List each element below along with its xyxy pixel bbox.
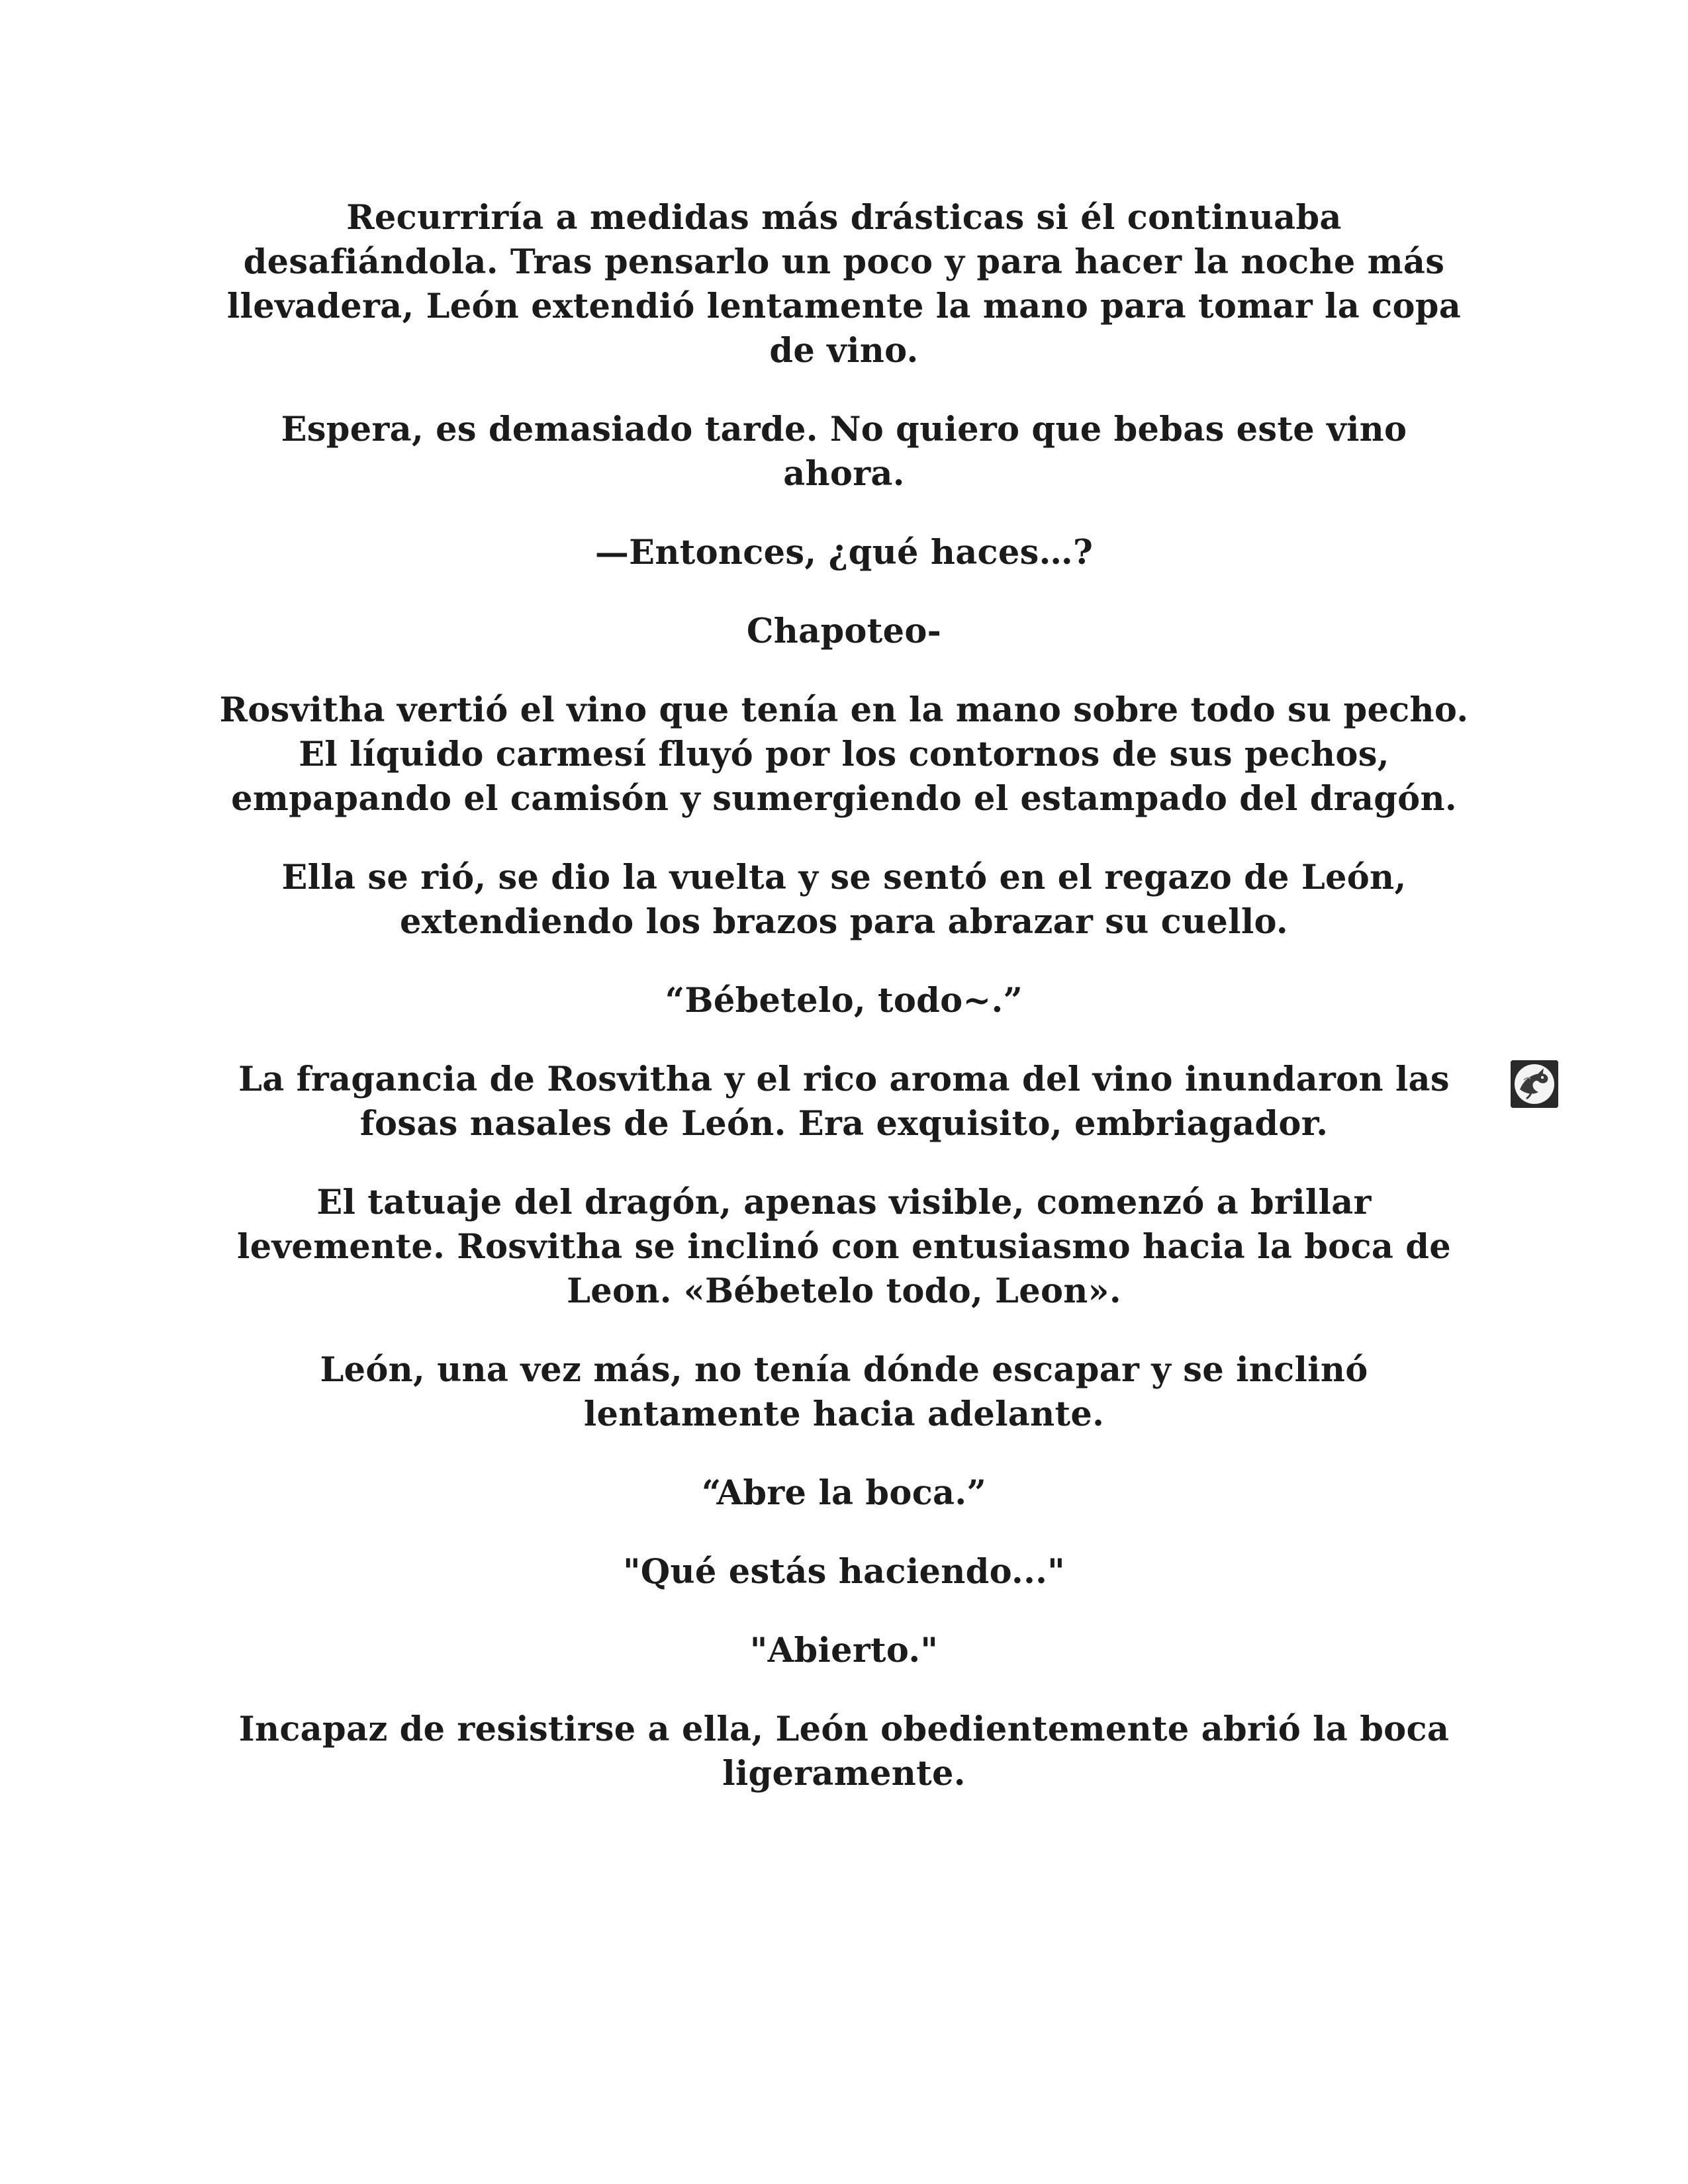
paragraph-14: Incapaz de resistirse a ella, León obedientemente abrió la boca ligeramente. (238, 1709, 1450, 1794)
document-body (218, 196, 1470, 1831)
paragraph-5: Rosvitha vertió el vino que tenía en la mano sobre todo su pecho. El líquido carmesí fluyó por los contornos de sus pechos, empapando el camisón y sumergiendo el estampado del dragón. (219, 690, 1469, 819)
paragraph-11: “Abre la boca.” (701, 1473, 987, 1513)
paragraph-1: Recurriría a medidas más drásticas si él continuaba desafiándola. Tras pensarlo un poco y para hacer la noche más llevadera, León extendió lentamente la mano para tomar la copa de vino. (226, 198, 1462, 371)
paragraph-13: "Abierto." (749, 1631, 939, 1670)
paragraph-3: —Entonces, ¿qué haces…? (594, 533, 1094, 572)
paragraph-8: La fragancia de Rosvitha y el rico aroma del vino inundaron las fosas nasales de León. Era exquisito, embriagador. (238, 1060, 1450, 1144)
paragraph-2: Espera, es demasiado tarde. No quiero que bebas este vino ahora. (281, 410, 1407, 494)
dragon-logo-icon (1511, 1060, 1558, 1108)
paragraph-10: León, una vez más, no tenía dónde escapar y se inclinó lentamente hacia adelante. (320, 1350, 1368, 1434)
paragraph-12: "Qué estás haciendo..." (622, 1552, 1066, 1592)
paragraph-4: Chapoteo- (746, 612, 942, 651)
paragraph-7: “Bébetelo, todo~.” (665, 981, 1023, 1021)
paragraph-9: El tatuaje del dragón, apenas visible, comenzó a brillar levemente. Rosvitha se inclinó con entusiasmo hacia la boca de Leon. «Bébetelo todo, Leon». (237, 1183, 1451, 1311)
paragraph-6: Ella se rió, se dio la vuelta y se sentó en el regazo de León, extendiendo los brazos para abrazar su cuello. (281, 858, 1407, 942)
